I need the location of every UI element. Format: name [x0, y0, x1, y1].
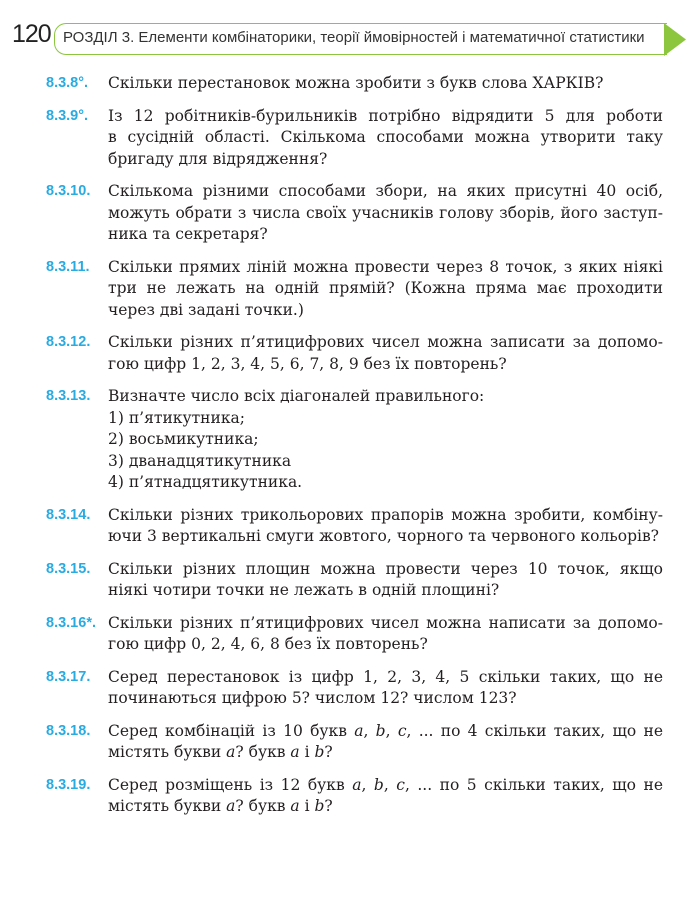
- problem-item: [0, 73, 695, 95]
- problem-text-line: ника та секретаря?: [108, 225, 268, 243]
- problem-text: [108, 332, 663, 375]
- problem-text-line: Серед розміщень із 12 букв a, b, c, ... по 5 скільки таких, що не: [108, 775, 663, 794]
- problem-text: [108, 73, 663, 95]
- problem-number: 8.3.10.: [46, 183, 91, 199]
- problem-number: 8.3.14.: [46, 506, 91, 523]
- problem-subitem: 3) дванадцятикутника: [108, 451, 292, 470]
- problem-text-line: Скільки перестановок можна зробити з букв слова ХАРКІВ?: [108, 74, 604, 92]
- problem-text: [108, 181, 663, 246]
- problem-text-line: Скільки різних п’ятицифрових чисел можна записати за допомо-: [108, 333, 663, 351]
- problem-item: [0, 613, 695, 656]
- problem-text-line: Серед перестановок із цифр 1, 2, 3, 4, 5 скільки таких, що не: [108, 667, 663, 686]
- problem-item: [0, 386, 695, 494]
- problem-text: [108, 613, 663, 656]
- problem-text-line: ніякі чотири точки не лежать в одній площині?: [108, 581, 500, 599]
- problem-item: [0, 775, 695, 818]
- problem-text: [108, 257, 663, 322]
- problem-text-line: починаються цифрою 5? числом 12? числом 123?: [108, 689, 517, 707]
- chapter-title: РОЗДІЛ 3. Елементи комбінаторики, теорії ймовірностей і математичної статистики: [63, 29, 645, 46]
- problem-text-line: Скільки прямих ліній можна провести через 8 точок, з яких ніякі: [108, 257, 663, 276]
- page-header: [0, 0, 695, 56]
- problem-text: [108, 386, 663, 494]
- problem-text-line: можуть обрати з числа своїх учасників голову зборів, його заступ-: [108, 203, 663, 222]
- problem-text-line: містять букви a? букв a і b?: [108, 797, 333, 815]
- problem-text-line: ючи 3 вертикальні смуги жовтого, чорного та червоного кольорів?: [108, 527, 659, 545]
- problem-text: [108, 559, 663, 602]
- problem-text-line: Із 12 робітників-бурильників потрібно відрядити 5 для роботи: [108, 106, 663, 125]
- problem-item: [0, 559, 695, 602]
- problem-number: 8.3.12.: [46, 334, 91, 350]
- problem-text-line: Визначте число всіх діагоналей правильного:: [108, 387, 485, 405]
- problem-number: 8.3.13.: [46, 388, 91, 404]
- page-number: 120: [12, 20, 51, 48]
- problem-item: [0, 721, 695, 764]
- problem-text: [108, 106, 663, 171]
- problem-item: [0, 505, 695, 548]
- problem-subitem: 2) восьмикутника;: [108, 430, 259, 448]
- problem-number: 8.3.18.: [46, 722, 91, 739]
- problem-subitem: 4) п’ятнадцятикутника.: [108, 473, 303, 491]
- problem-item: [0, 257, 695, 322]
- problem-text-line: в сусідній області. Скількома способами можна утворити таку: [108, 128, 663, 146]
- problem-number: 8.3.9°.: [46, 107, 89, 124]
- problem-text: [108, 775, 663, 818]
- problem-text-line: Скільки різних площин можна провести через 10 точок, якщо: [108, 559, 663, 578]
- problem-item: [0, 332, 695, 375]
- problem-number: 8.3.16*.: [46, 614, 96, 631]
- problem-text-line: бригаду для відрядження?: [108, 149, 328, 168]
- problem-item: [0, 181, 695, 246]
- problem-number: 8.3.11.: [46, 258, 90, 275]
- chapter-title-arrow: [664, 23, 686, 56]
- problem-text-line: гою цифр 0, 2, 4, 6, 8 без їх повторень?: [108, 635, 428, 653]
- problem-text: [108, 505, 663, 548]
- problem-text-line: містять букви a? букв a і b?: [108, 743, 333, 761]
- problem-item: [0, 667, 695, 710]
- problem-number: 8.3.17.: [46, 668, 91, 685]
- problem-item: [0, 106, 695, 171]
- problem-number: 8.3.8°.: [46, 75, 89, 91]
- problem-text-line: гою цифр 1, 2, 3, 4, 5, 6, 7, 8, 9 без їх повторень?: [108, 354, 507, 373]
- problem-text-line: через дві задані точки.): [108, 300, 304, 319]
- problem-text-line: Серед комбінацій із 10 букв a, b, c, ... по 4 скільки таких, що не: [108, 721, 663, 740]
- problem-text: [108, 667, 663, 710]
- problem-text-line: Скількома різними способами збори, на яких присутні 40 осіб,: [108, 182, 663, 200]
- problem-list: [0, 73, 695, 829]
- problem-text-line: Скільки різних трикольорових прапорів можна зробити, комбіну-: [108, 505, 663, 524]
- problem-subitem: 1) п’ятикутника;: [108, 408, 245, 427]
- problem-text-line: три не лежать на одній прямій? (Кожна пряма має проходити: [108, 279, 663, 297]
- problem-number: 8.3.19.: [46, 776, 91, 793]
- problem-text-line: Скільки різних п’ятицифрових чисел можна написати за допомо-: [108, 613, 663, 632]
- problem-number: 8.3.15.: [46, 560, 91, 577]
- problem-text: [108, 721, 663, 764]
